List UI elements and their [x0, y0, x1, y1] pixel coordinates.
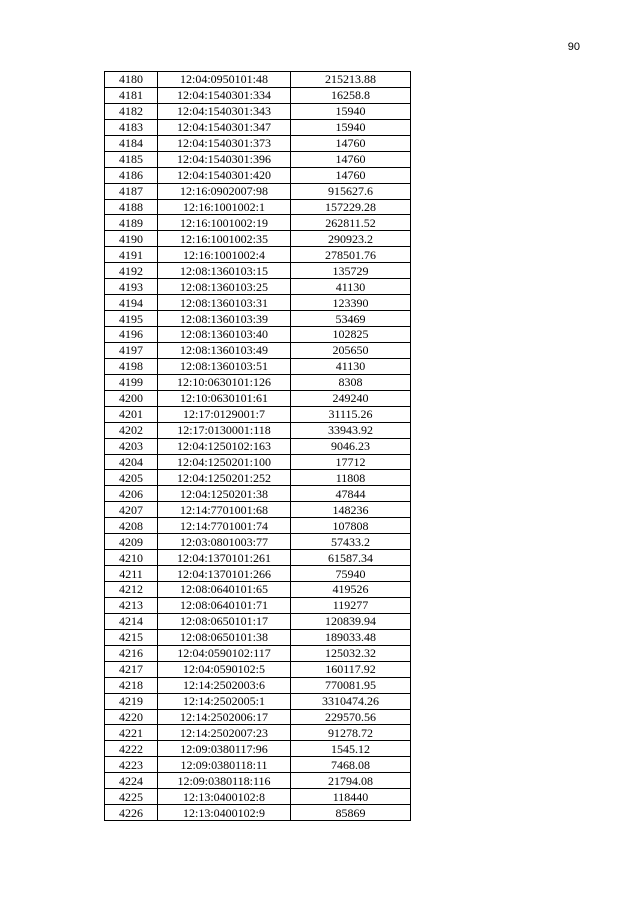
row-number-cell: 4193 [105, 279, 158, 295]
row-number-cell: 4187 [105, 183, 158, 199]
value-cell: 125032.32 [291, 645, 411, 661]
value-cell: 9046.23 [291, 438, 411, 454]
row-number-cell: 4199 [105, 374, 158, 390]
value-cell: 262811.52 [291, 215, 411, 231]
cadastral-number-cell: 12:13:0400102:8 [158, 789, 291, 805]
value-cell: 41130 [291, 358, 411, 374]
table-row [105, 119, 411, 135]
cadastral-number-cell: 12:08:1360103:31 [158, 295, 291, 311]
cadastral-number-cell: 12:04:1540301:396 [158, 151, 291, 167]
row-number-cell: 4198 [105, 358, 158, 374]
value-cell: 205650 [291, 342, 411, 358]
cadastral-number-cell: 12:08:1360103:40 [158, 327, 291, 343]
row-number-cell: 4219 [105, 693, 158, 709]
value-cell: 118440 [291, 789, 411, 805]
cadastral-number-cell: 12:04:0590102:117 [158, 645, 291, 661]
cadastral-number-cell: 12:08:0640101:65 [158, 582, 291, 598]
value-cell: 278501.76 [291, 247, 411, 263]
value-cell: 21794.08 [291, 773, 411, 789]
table-row [105, 486, 411, 502]
row-number-cell: 4188 [105, 199, 158, 215]
cadastral-number-cell: 12:04:1370101:266 [158, 566, 291, 582]
value-cell: 57433.2 [291, 534, 411, 550]
value-cell: 160117.92 [291, 661, 411, 677]
value-cell: 16258.8 [291, 87, 411, 103]
table-row [105, 358, 411, 374]
cadastral-number-cell: 12:16:1001002:1 [158, 199, 291, 215]
table-row [105, 566, 411, 582]
value-cell: 135729 [291, 263, 411, 279]
cadastral-number-cell: 12:13:0400102:9 [158, 805, 291, 821]
data-table [104, 71, 411, 821]
row-number-cell: 4183 [105, 119, 158, 135]
table-row [105, 438, 411, 454]
row-number-cell: 4210 [105, 550, 158, 566]
row-number-cell: 4200 [105, 390, 158, 406]
table-row [105, 709, 411, 725]
row-number-cell: 4215 [105, 629, 158, 645]
row-number-cell: 4182 [105, 103, 158, 119]
value-cell: 102825 [291, 327, 411, 343]
table-row [105, 87, 411, 103]
row-number-cell: 4212 [105, 582, 158, 598]
row-number-cell: 4208 [105, 518, 158, 534]
row-number-cell: 4185 [105, 151, 158, 167]
row-number-cell: 4218 [105, 677, 158, 693]
table-row [105, 151, 411, 167]
table-row [105, 741, 411, 757]
cadastral-number-cell: 12:04:1540301:347 [158, 119, 291, 135]
cadastral-number-cell: 12:03:0801003:77 [158, 534, 291, 550]
table-row [105, 374, 411, 390]
cadastral-number-cell: 12:09:0380118:11 [158, 757, 291, 773]
value-cell: 107808 [291, 518, 411, 534]
cadastral-number-cell: 12:08:1360103:49 [158, 342, 291, 358]
table-row [105, 231, 411, 247]
cadastral-number-cell: 12:10:0630101:126 [158, 374, 291, 390]
cadastral-number-cell: 12:04:1540301:334 [158, 87, 291, 103]
row-number-cell: 4220 [105, 709, 158, 725]
row-number-cell: 4181 [105, 87, 158, 103]
value-cell: 249240 [291, 390, 411, 406]
value-cell: 290923.2 [291, 231, 411, 247]
value-cell: 11808 [291, 470, 411, 486]
value-cell: 14760 [291, 167, 411, 183]
table-row [105, 550, 411, 566]
value-cell: 189033.48 [291, 629, 411, 645]
table-row [105, 502, 411, 518]
cadastral-number-cell: 12:04:1540301:373 [158, 135, 291, 151]
cadastral-number-cell: 12:14:7701001:68 [158, 502, 291, 518]
row-number-cell: 4180 [105, 72, 158, 88]
row-number-cell: 4194 [105, 295, 158, 311]
value-cell: 3310474.26 [291, 693, 411, 709]
cadastral-number-cell: 12:08:1360103:51 [158, 358, 291, 374]
value-cell: 41130 [291, 279, 411, 295]
cadastral-number-cell: 12:08:1360103:25 [158, 279, 291, 295]
row-number-cell: 4222 [105, 741, 158, 757]
table-row [105, 470, 411, 486]
row-number-cell: 4216 [105, 645, 158, 661]
value-cell: 123390 [291, 295, 411, 311]
value-cell: 85869 [291, 805, 411, 821]
row-number-cell: 4192 [105, 263, 158, 279]
table-row [105, 263, 411, 279]
row-number-cell: 4202 [105, 422, 158, 438]
cadastral-number-cell: 12:16:0902007:98 [158, 183, 291, 199]
cadastral-number-cell: 12:17:0129001:7 [158, 406, 291, 422]
value-cell: 229570.56 [291, 709, 411, 725]
table-row [105, 247, 411, 263]
value-cell: 148236 [291, 502, 411, 518]
cadastral-number-cell: 12:04:1250102:163 [158, 438, 291, 454]
table-row [105, 725, 411, 741]
table-row [105, 518, 411, 534]
row-number-cell: 4225 [105, 789, 158, 805]
row-number-cell: 4214 [105, 613, 158, 629]
table-row [105, 135, 411, 151]
value-cell: 75940 [291, 566, 411, 582]
row-number-cell: 4204 [105, 454, 158, 470]
table-row [105, 295, 411, 311]
cadastral-number-cell: 12:14:2502005:1 [158, 693, 291, 709]
value-cell: 33943.92 [291, 422, 411, 438]
row-number-cell: 4191 [105, 247, 158, 263]
cadastral-number-cell: 12:10:0630101:61 [158, 390, 291, 406]
value-cell: 119277 [291, 597, 411, 613]
cadastral-number-cell: 12:16:1001002:4 [158, 247, 291, 263]
value-cell: 47844 [291, 486, 411, 502]
value-cell: 157229.28 [291, 199, 411, 215]
cadastral-number-cell: 12:04:0590102:5 [158, 661, 291, 677]
table-row [105, 693, 411, 709]
value-cell: 15940 [291, 103, 411, 119]
value-cell: 915627.6 [291, 183, 411, 199]
cadastral-number-cell: 12:17:0130001:118 [158, 422, 291, 438]
table-row [105, 597, 411, 613]
cadastral-number-cell: 12:04:1250201:252 [158, 470, 291, 486]
row-number-cell: 4196 [105, 327, 158, 343]
row-number-cell: 4211 [105, 566, 158, 582]
cadastral-number-cell: 12:04:1370101:261 [158, 550, 291, 566]
value-cell: 7468.08 [291, 757, 411, 773]
value-cell: 91278.72 [291, 725, 411, 741]
row-number-cell: 4221 [105, 725, 158, 741]
row-number-cell: 4206 [105, 486, 158, 502]
cadastral-number-cell: 12:04:1250201:100 [158, 454, 291, 470]
row-number-cell: 4205 [105, 470, 158, 486]
row-number-cell: 4186 [105, 167, 158, 183]
table-row [105, 103, 411, 119]
cadastral-number-cell: 12:04:1250201:38 [158, 486, 291, 502]
row-number-cell: 4223 [105, 757, 158, 773]
cadastral-number-cell: 12:14:7701001:74 [158, 518, 291, 534]
value-cell: 61587.34 [291, 550, 411, 566]
table-row [105, 327, 411, 343]
value-cell: 31115.26 [291, 406, 411, 422]
table-row [105, 645, 411, 661]
table-row [105, 454, 411, 470]
table-row [105, 773, 411, 789]
value-cell: 17712 [291, 454, 411, 470]
table-row [105, 72, 411, 88]
row-number-cell: 4217 [105, 661, 158, 677]
table-row [105, 199, 411, 215]
cadastral-number-cell: 12:14:2502006:17 [158, 709, 291, 725]
value-cell: 14760 [291, 135, 411, 151]
table-row [105, 582, 411, 598]
row-number-cell: 4201 [105, 406, 158, 422]
row-number-cell: 4190 [105, 231, 158, 247]
row-number-cell: 4189 [105, 215, 158, 231]
table-row [105, 279, 411, 295]
cadastral-number-cell: 12:16:1001002:35 [158, 231, 291, 247]
cadastral-number-cell: 12:04:0950101:48 [158, 72, 291, 88]
value-cell: 215213.88 [291, 72, 411, 88]
cadastral-number-cell: 12:09:0380117:96 [158, 741, 291, 757]
cadastral-number-cell: 12:08:1360103:15 [158, 263, 291, 279]
cadastral-number-cell: 12:04:1540301:343 [158, 103, 291, 119]
value-cell: 14760 [291, 151, 411, 167]
table-row [105, 534, 411, 550]
table-row [105, 789, 411, 805]
row-number-cell: 4224 [105, 773, 158, 789]
table-row [105, 661, 411, 677]
table-row [105, 422, 411, 438]
table-row [105, 167, 411, 183]
value-cell: 419526 [291, 582, 411, 598]
cadastral-number-cell: 12:04:1540301:420 [158, 167, 291, 183]
cadastral-number-cell: 12:08:0650101:38 [158, 629, 291, 645]
value-cell: 15940 [291, 119, 411, 135]
row-number-cell: 4195 [105, 311, 158, 327]
table-body [105, 72, 411, 821]
row-number-cell: 4184 [105, 135, 158, 151]
row-number-cell: 4213 [105, 597, 158, 613]
table-row [105, 311, 411, 327]
row-number-cell: 4197 [105, 342, 158, 358]
table-row [105, 215, 411, 231]
table-row [105, 613, 411, 629]
row-number-cell: 4226 [105, 805, 158, 821]
table-row [105, 342, 411, 358]
table-row [105, 406, 411, 422]
value-cell: 770081.95 [291, 677, 411, 693]
value-cell: 8308 [291, 374, 411, 390]
cadastral-number-cell: 12:08:0640101:71 [158, 597, 291, 613]
cadastral-number-cell: 12:14:2502007:23 [158, 725, 291, 741]
page-number: 90 [567, 41, 580, 53]
cadastral-number-cell: 12:09:0380118:116 [158, 773, 291, 789]
row-number-cell: 4207 [105, 502, 158, 518]
table-row [105, 390, 411, 406]
cadastral-number-cell: 12:14:2502003:6 [158, 677, 291, 693]
cadastral-number-cell: 12:16:1001002:19 [158, 215, 291, 231]
table-row [105, 629, 411, 645]
value-cell: 1545.12 [291, 741, 411, 757]
value-cell: 120839.94 [291, 613, 411, 629]
cadastral-number-cell: 12:08:1360103:39 [158, 311, 291, 327]
value-cell: 53469 [291, 311, 411, 327]
table-row [105, 757, 411, 773]
table-row [105, 805, 411, 821]
table-row [105, 677, 411, 693]
cadastral-number-cell: 12:08:0650101:17 [158, 613, 291, 629]
row-number-cell: 4203 [105, 438, 158, 454]
row-number-cell: 4209 [105, 534, 158, 550]
table-row [105, 183, 411, 199]
